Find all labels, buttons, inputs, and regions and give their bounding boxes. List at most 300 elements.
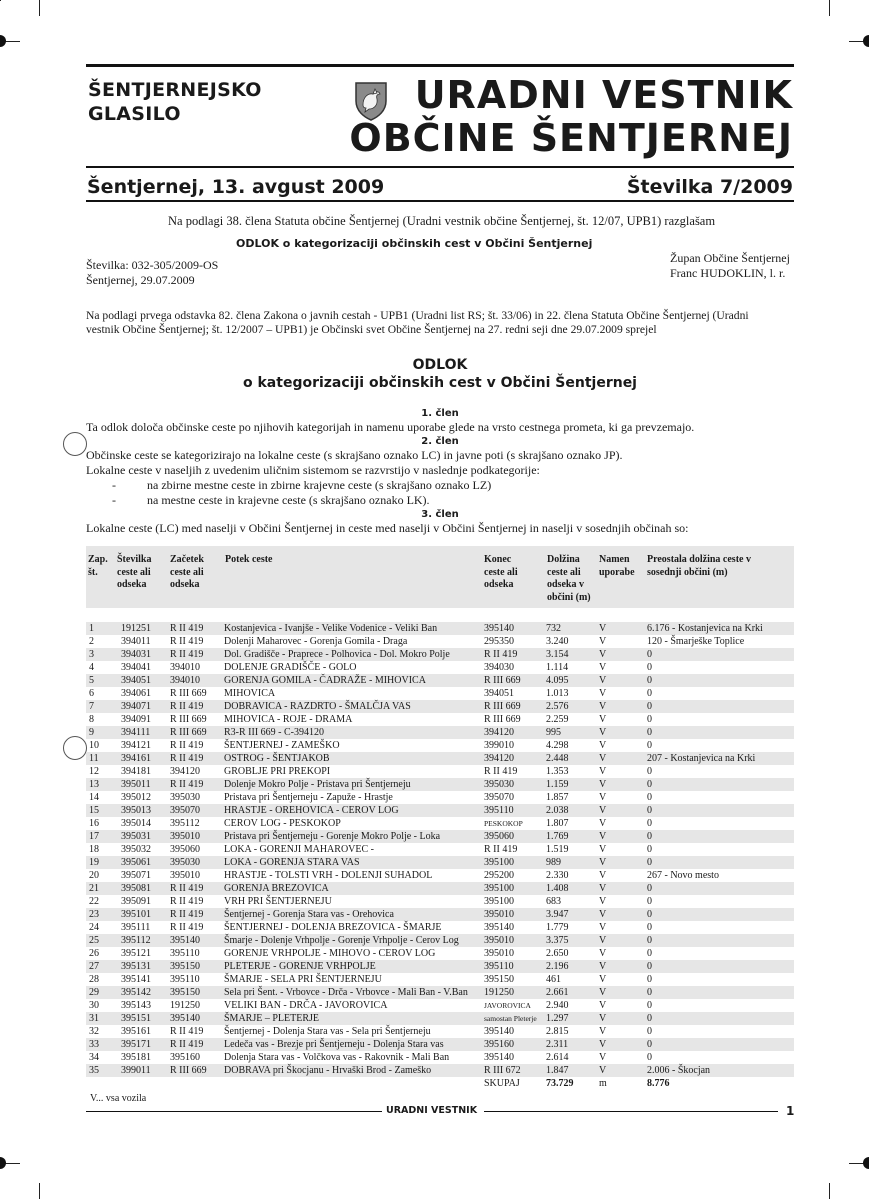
cell-preostala: 267 - Novo mesto — [647, 870, 719, 881]
registration-mark — [863, 35, 869, 47]
cell-dolzina: 1.353 — [546, 766, 569, 777]
masthead-mid-rule — [86, 166, 794, 168]
cell-stevilka: 395111 — [121, 922, 151, 933]
cell-zacetek: 395110 — [170, 974, 200, 985]
cell-dolzina: 2.614 — [546, 1052, 569, 1063]
cell-stevilka: 395121 — [121, 948, 151, 959]
bullet-mark: - — [112, 493, 116, 507]
cell-zap: 35 — [89, 1065, 99, 1076]
cell-namen: V — [599, 649, 607, 660]
masthead-title-line1: URADNI VESTNIK — [414, 73, 793, 117]
cell-stevilka: 394031 — [121, 649, 151, 660]
cell-dolzina: 2.311 — [546, 1039, 569, 1050]
cell-namen: V — [599, 675, 607, 686]
cell-konec: 395110 — [484, 961, 514, 972]
cell-konec: PESKOKOP — [484, 819, 523, 828]
footer-rule-right — [484, 1111, 778, 1112]
cell-zap: 12 — [89, 766, 99, 777]
totals-unit: m — [599, 1078, 607, 1089]
cell-zap: 9 — [89, 727, 94, 738]
table-row — [86, 700, 794, 713]
table-row — [86, 1064, 794, 1077]
cell-zap: 15 — [89, 805, 99, 816]
cell-zap: 1 — [89, 623, 94, 634]
table-row — [86, 830, 794, 843]
cell-konec: 394051 — [484, 688, 514, 699]
cell-zacetek: R II 419 — [170, 896, 204, 907]
cell-konec: 394120 — [484, 727, 514, 738]
table-row — [86, 1012, 794, 1025]
cell-preostala: 0 — [647, 1013, 652, 1024]
table-row — [86, 817, 794, 830]
cell-preostala: 0 — [647, 974, 652, 985]
cell-namen: V — [599, 623, 607, 634]
cell-dolzina: 3.947 — [546, 909, 569, 920]
table-row — [86, 1038, 794, 1051]
cell-konec: 395010 — [484, 935, 514, 946]
cell-zacetek: 394120 — [170, 766, 200, 777]
cell-zacetek: R III 669 — [170, 1065, 207, 1076]
cell-zap: 26 — [89, 948, 99, 959]
cell-preostala: 0 — [647, 818, 652, 829]
cell-zap: 6 — [89, 688, 94, 699]
article-3-title: 3. člen — [421, 509, 459, 520]
cell-konec: R III 669 — [484, 675, 521, 686]
cell-namen: V — [599, 779, 607, 790]
cell-zap: 20 — [89, 870, 99, 881]
cell-dolzina: 2.038 — [546, 805, 569, 816]
cell-namen: V — [599, 1039, 607, 1050]
header-zap: Zap. št. — [88, 554, 108, 578]
cell-stevilka: 395011 — [121, 779, 151, 790]
header-konec: Konec ceste ali odseka — [484, 554, 518, 590]
cell-dolzina: 3.240 — [546, 636, 569, 647]
table-row — [86, 882, 794, 895]
cell-namen: V — [599, 974, 607, 985]
cell-dolzina: 732 — [546, 623, 561, 634]
cell-zap: 5 — [89, 675, 94, 686]
cell-zap: 11 — [89, 753, 99, 764]
cell-stevilka: 394091 — [121, 714, 151, 725]
preamble-line2: vestnik Občine Šentjernej; št. 12/2007 – UPB1) je Občinski svet Občine Šentjernej na 27. redni seji dne 29.07.2009 sprejel — [86, 323, 657, 336]
cell-stevilka: 395061 — [121, 857, 151, 868]
cell-potek: PLETERJE - GORENJE VRHPOLJE — [224, 961, 376, 972]
cell-dolzina: 1.408 — [546, 883, 569, 894]
cell-konec: R III 672 — [484, 1065, 521, 1076]
cell-zap: 8 — [89, 714, 94, 725]
cell-preostala: 0 — [647, 740, 652, 751]
totals-length: 73.729 — [546, 1078, 574, 1089]
cell-dolzina: 989 — [546, 857, 561, 868]
footer-label: URADNI VESTNIK — [386, 1105, 478, 1116]
cell-potek: ŠENTJERNEJ - ZAMEŠKO — [224, 740, 340, 751]
cell-potek: Dolenji Maharovec - Gorenja Gomila - Draga — [224, 636, 408, 647]
cell-preostala: 0 — [647, 792, 652, 803]
cell-dolzina: 995 — [546, 727, 561, 738]
cell-dolzina: 2.259 — [546, 714, 569, 725]
cell-potek: Šmarje - Dolenje Vrhpolje - Gorenje Vrhpolje - Cerov Log — [224, 935, 459, 946]
cell-namen: V — [599, 896, 607, 907]
cell-dolzina: 3.375 — [546, 935, 569, 946]
cell-konec: R II 419 — [484, 766, 518, 777]
cell-dolzina: 1.013 — [546, 688, 569, 699]
cell-stevilka: 394051 — [121, 675, 151, 686]
cell-potek: CEROV LOG - PESKOKOP — [224, 818, 341, 829]
table-row — [86, 661, 794, 674]
cell-potek: HRASTJE - OREHOVICA - CEROV LOG — [224, 805, 399, 816]
cell-potek: LOKA - GORENJA STARA VAS — [224, 857, 360, 868]
totals-remaining: 8.776 — [647, 1078, 670, 1089]
crop-mark — [39, 0, 40, 16]
cell-konec: 395010 — [484, 909, 514, 920]
cell-namen: V — [599, 1052, 607, 1063]
cell-dolzina: 3.154 — [546, 649, 569, 660]
cell-zacetek: R III 669 — [170, 727, 207, 738]
cell-potek: Pristava pri Šentjerneju - Zapuže - Hrastje — [224, 792, 393, 803]
cell-zap: 33 — [89, 1039, 99, 1050]
cell-namen: V — [599, 948, 607, 959]
cell-potek: Pristava pri Šentjerneju - Gorenje Mokro Polje - Loka — [224, 831, 441, 842]
cell-zacetek: 395030 — [170, 792, 200, 803]
table-row — [86, 973, 794, 986]
cell-namen: V — [599, 1013, 607, 1024]
crop-mark — [829, 1183, 830, 1199]
cell-stevilka: 191251 — [121, 623, 151, 634]
article-1-text: Ta odlok določa občinske ceste po njihovih kategorijah in namenu uporabe glede na vrsto cestnega prometa, ki ga prevzemajo. — [86, 420, 695, 434]
cell-zacetek: 395010 — [170, 870, 200, 881]
cell-stevilka: 394161 — [121, 753, 151, 764]
cell-zacetek: 395160 — [170, 1052, 200, 1063]
cell-zap: 14 — [89, 792, 99, 803]
table-header — [86, 546, 794, 608]
cell-preostala: 0 — [647, 1052, 652, 1063]
table-row — [86, 726, 794, 739]
cell-konec: 395100 — [484, 896, 514, 907]
cell-zacetek: 395112 — [170, 818, 200, 829]
cell-konec: R III 669 — [484, 714, 521, 725]
cell-stevilka: 395143 — [121, 1000, 151, 1011]
cell-stevilka: 394181 — [121, 766, 151, 777]
cell-zap: 24 — [89, 922, 99, 933]
cell-dolzina: 683 — [546, 896, 561, 907]
cell-namen: V — [599, 961, 607, 972]
table-row — [86, 843, 794, 856]
cell-konec: samostan Pleterje — [484, 1014, 537, 1023]
reference-number: Številka: 032-305/2009-OS — [86, 258, 219, 272]
cell-stevilka: 394071 — [121, 701, 151, 712]
cell-potek: ŠMARJE – PLETERJE — [224, 1013, 320, 1024]
cell-dolzina: 1.519 — [546, 844, 569, 855]
cell-dolzina: 1.847 — [546, 1065, 569, 1076]
cell-namen: V — [599, 935, 607, 946]
cell-potek: Šentjernej - Gorenja Stara vas - Orehovica — [224, 909, 394, 920]
cell-potek: GORENJE VRHPOLJE - MIHOVO - CEROV LOG — [224, 948, 436, 959]
footer-rule-left — [86, 1111, 382, 1112]
table-row — [86, 986, 794, 999]
masthead-left-line1: ŠENTJERNEJSKO — [88, 79, 262, 101]
cell-potek: GROBLJE PRI PREKOPI — [224, 766, 331, 777]
table-row — [86, 999, 794, 1012]
cell-zap: 27 — [89, 961, 99, 972]
cell-stevilka: 395013 — [121, 805, 151, 816]
table-row — [86, 791, 794, 804]
cell-namen: V — [599, 857, 607, 868]
cell-namen: V — [599, 688, 607, 699]
table-row — [86, 960, 794, 973]
cell-konec: 395160 — [484, 1039, 514, 1050]
decree-subheading: o kategorizaciji občinskih cest v Občini Šentjernej — [243, 375, 637, 391]
cell-konec: 399010 — [484, 740, 514, 751]
cell-zacetek: 395060 — [170, 844, 200, 855]
masthead-left-line2: GLASILO — [88, 103, 181, 125]
table-row — [86, 895, 794, 908]
cell-zacetek: R III 669 — [170, 714, 207, 725]
cell-preostala: 0 — [647, 714, 652, 725]
cell-preostala: 6.176 - Kostanjevica na Krki — [647, 623, 763, 634]
cell-dolzina: 1.857 — [546, 792, 569, 803]
article-2-text-2: Lokalne ceste v naseljih z uvedenim uličnim sistemom se razvrstijo v naslednje podkategorije: — [86, 463, 540, 477]
cell-zacetek: 395070 — [170, 805, 200, 816]
cell-dolzina: 1.779 — [546, 922, 569, 933]
cell-potek: DOLENJE GRADIŠČE - GOLO — [224, 662, 357, 673]
cell-konec: 394030 — [484, 662, 514, 673]
cell-zap: 31 — [89, 1013, 99, 1024]
cell-konec: 395140 — [484, 1026, 514, 1037]
cell-preostala: 0 — [647, 805, 652, 816]
cell-preostala: 0 — [647, 1039, 652, 1050]
cell-preostala: 0 — [647, 688, 652, 699]
cell-namen: V — [599, 636, 607, 647]
cell-zap: 29 — [89, 987, 99, 998]
cell-zacetek: R II 419 — [170, 909, 204, 920]
table-row — [86, 947, 794, 960]
cell-potek: MIHOVICA — [224, 688, 276, 699]
cell-zacetek: 395110 — [170, 948, 200, 959]
cell-zap: 10 — [89, 740, 99, 751]
cell-namen: V — [599, 1000, 607, 1011]
cell-potek: Dolenja Stara vas - Volčkova vas - Rakovnik - Mali Ban — [224, 1052, 450, 1063]
masthead-left — [88, 78, 262, 126]
cell-dolzina: 1.114 — [546, 662, 569, 673]
bullet-1: na zbirne mestne ceste in zbirne krajevne ceste (s skrajšano oznako LZ) — [147, 478, 492, 492]
cell-zap: 4 — [89, 662, 94, 673]
cell-zacetek: 394010 — [170, 662, 200, 673]
legal-basis: Na podlagi 38. člena Statuta občine Šentjernej (Uradni vestnik občine Šentjernej, št. 12/07, UPB1) razglašam — [168, 214, 716, 228]
issue-date: Šentjernej, 13. avgust 2009 — [87, 176, 385, 198]
cell-zap: 21 — [89, 883, 99, 894]
table-row — [86, 1025, 794, 1038]
cell-preostala: 0 — [647, 935, 652, 946]
cell-stevilka: 395181 — [121, 1052, 151, 1063]
cell-preostala: 0 — [647, 883, 652, 894]
cell-stevilka: 394041 — [121, 662, 151, 673]
issue-number: Številka 7/2009 — [626, 176, 793, 198]
reference-date: Šentjernej, 29.07.2009 — [86, 273, 195, 287]
cell-zap: 32 — [89, 1026, 99, 1037]
cell-potek: ŠENTJERNEJ - DOLENJA BREZOVICA - ŠMARJE — [224, 922, 442, 933]
cell-konec: 295350 — [484, 636, 514, 647]
cell-stevilka: 395014 — [121, 818, 151, 829]
cell-konec: 395100 — [484, 857, 514, 868]
cell-preostala: 0 — [647, 831, 652, 842]
cell-namen: V — [599, 1065, 607, 1076]
cell-preostala: 0 — [647, 896, 652, 907]
cell-potek: VELIKI BAN - DRČA - JAVOROVICA — [224, 1000, 388, 1011]
table-row — [86, 687, 794, 700]
cell-konec: 395070 — [484, 792, 514, 803]
cell-zap: 16 — [89, 818, 99, 829]
cell-zacetek: R II 419 — [170, 649, 204, 660]
cell-zacetek: 191250 — [170, 1000, 200, 1011]
cell-konec: R II 419 — [484, 844, 518, 855]
cell-zap: 7 — [89, 701, 94, 712]
table-row — [86, 713, 794, 726]
cell-namen: V — [599, 662, 607, 673]
cell-namen: V — [599, 831, 607, 842]
cell-konec: 394120 — [484, 753, 514, 764]
cell-namen: V — [599, 987, 607, 998]
table-row — [86, 778, 794, 791]
cell-dolzina: 1.769 — [546, 831, 569, 842]
cell-zacetek: 395150 — [170, 961, 200, 972]
cell-stevilka: 395142 — [121, 987, 151, 998]
bullet-mark: - — [112, 478, 116, 492]
cell-dolzina: 461 — [546, 974, 561, 985]
table-row — [86, 1051, 794, 1064]
header-preostala: Preostala dolžina ceste v sosednji občini (m) — [647, 554, 751, 578]
cell-zacetek: 395010 — [170, 831, 200, 842]
cell-stevilka: 394011 — [121, 636, 151, 647]
article-3-text: Lokalne ceste (LC) med naselji v Občini Šentjernej in ceste med naselji v Občini Šentjernej in naselji v sosednjih občinah so: — [86, 521, 689, 535]
cell-preostala: 0 — [647, 948, 652, 959]
cell-stevilka: 395131 — [121, 961, 151, 972]
page-number: 1 — [786, 1104, 795, 1118]
cell-potek: Sela pri Šent. - Vrbovce - Drča - Vrbovce - Mali Ban - V.Ban — [224, 987, 468, 998]
cell-namen: V — [599, 805, 607, 816]
cell-namen: V — [599, 922, 607, 933]
cell-zap: 22 — [89, 896, 99, 907]
cell-dolzina: 4.298 — [546, 740, 569, 751]
mayor-name: Franc HUDOKLIN, l. r. — [670, 266, 786, 280]
cell-potek: ŠMARJE - SELA PRI ŠENTJERNEJU — [224, 974, 382, 985]
mayor-title: Župan Občine Šentjernej — [670, 251, 790, 265]
cell-namen: V — [599, 701, 607, 712]
header-zacetek: Začetek ceste ali odseka — [170, 554, 204, 590]
cell-dolzina: 4.095 — [546, 675, 569, 686]
masthead-bottom-rule — [86, 200, 794, 202]
cell-preostala: 2.006 - Škocjan — [647, 1065, 711, 1076]
cell-konec: 395110 — [484, 805, 514, 816]
coat-of-arms-icon — [354, 81, 388, 121]
article-2-text-1: Občinske ceste se kategorizirajo na lokalne ceste (s skrajšano oznako LC) in javne poti (s skrajšano oznako JP). — [86, 448, 623, 462]
table-row — [86, 739, 794, 752]
article-2-title: 2. člen — [421, 436, 459, 447]
table-row — [86, 635, 794, 648]
cell-konec: 395140 — [484, 623, 514, 634]
cell-konec: 395100 — [484, 883, 514, 894]
cell-namen: V — [599, 844, 607, 855]
cell-stevilka: 395012 — [121, 792, 151, 803]
cell-konec: 395030 — [484, 779, 514, 790]
cell-potek: VRH PRI ŠENTJERNEJU — [224, 896, 332, 907]
cell-zacetek: R II 419 — [170, 922, 204, 933]
cell-stevilka: 395071 — [121, 870, 151, 881]
cell-dolzina: 2.650 — [546, 948, 569, 959]
table-row — [86, 921, 794, 934]
masthead-title-line2: OBČINE ŠENTJERNEJ — [349, 116, 793, 160]
cell-preostala: 0 — [647, 1000, 652, 1011]
cell-dolzina: 2.330 — [546, 870, 569, 881]
cell-konec: 191250 — [484, 987, 514, 998]
cell-preostala: 0 — [647, 675, 652, 686]
decree-title: ODLOK o kategorizaciji občinskih cest v Občini Šentjernej — [236, 237, 593, 250]
cell-zacetek: R II 419 — [170, 1026, 204, 1037]
cell-stevilka: 394121 — [121, 740, 151, 751]
footnote: V... vsa vozila — [90, 1093, 147, 1104]
cell-preostala: 0 — [647, 844, 652, 855]
cell-stevilka: 395171 — [121, 1039, 151, 1050]
table-row — [86, 648, 794, 661]
cell-zap: 23 — [89, 909, 99, 920]
cell-preostala: 0 — [647, 727, 652, 738]
cell-potek: LOKA - GORENJI MAHAROVEC - — [224, 844, 374, 855]
registration-mark — [863, 1157, 869, 1169]
totals-label: SKUPAJ — [484, 1078, 520, 1089]
cell-konec: 395140 — [484, 922, 514, 933]
cell-potek: DOBRAVICA - RAZDRTO - ŠMALČJA VAS — [224, 701, 411, 712]
table-row — [86, 622, 794, 635]
cell-stevilka: 395141 — [121, 974, 151, 985]
cell-namen: V — [599, 883, 607, 894]
cell-potek: R3-R III 669 - C-394120 — [224, 727, 324, 738]
cell-zacetek: 395140 — [170, 1013, 200, 1024]
cell-dolzina: 1.297 — [546, 1013, 569, 1024]
cell-zap: 18 — [89, 844, 99, 855]
cell-stevilka: 395091 — [121, 896, 151, 907]
cell-stevilka: 399011 — [121, 1065, 151, 1076]
cell-preostala: 0 — [647, 987, 652, 998]
cell-preostala: 0 — [647, 961, 652, 972]
cell-stevilka: 394061 — [121, 688, 151, 699]
table-row — [86, 934, 794, 947]
cell-potek: OSTROG - ŠENTJAKOB — [224, 753, 330, 764]
cell-zacetek: R II 419 — [170, 636, 204, 647]
cell-namen: V — [599, 792, 607, 803]
cell-namen: V — [599, 714, 607, 725]
cell-preostala: 0 — [647, 649, 652, 660]
table-row — [86, 856, 794, 869]
cell-namen: V — [599, 1026, 607, 1037]
cell-zacetek: 395030 — [170, 857, 200, 868]
cell-zap: 30 — [89, 1000, 99, 1011]
cell-preostala: 120 - Šmarješke Toplice — [647, 636, 745, 647]
cell-dolzina: 1.159 — [546, 779, 569, 790]
decree-heading: ODLOK — [412, 357, 468, 373]
cell-potek: DOBRAVA pri Škocjanu - Hrvaški Brod - Zameško — [224, 1065, 432, 1076]
cell-zacetek: R III 669 — [170, 688, 207, 699]
table-row — [86, 804, 794, 817]
cell-namen: V — [599, 740, 607, 751]
cell-potek: MIHOVICA - ROJE - DRAMA — [224, 714, 353, 725]
cell-zap: 17 — [89, 831, 99, 842]
cell-zacetek: R II 419 — [170, 753, 204, 764]
cell-potek: Dol. Gradišče - Praprece - Polhovica - Dol. Mokro Polje — [224, 649, 450, 660]
header-potek: Potek ceste — [225, 554, 273, 565]
cell-namen: V — [599, 753, 607, 764]
cell-zacetek: R II 419 — [170, 1039, 204, 1050]
cell-preostala: 0 — [647, 909, 652, 920]
registration-mark — [0, 1157, 6, 1169]
